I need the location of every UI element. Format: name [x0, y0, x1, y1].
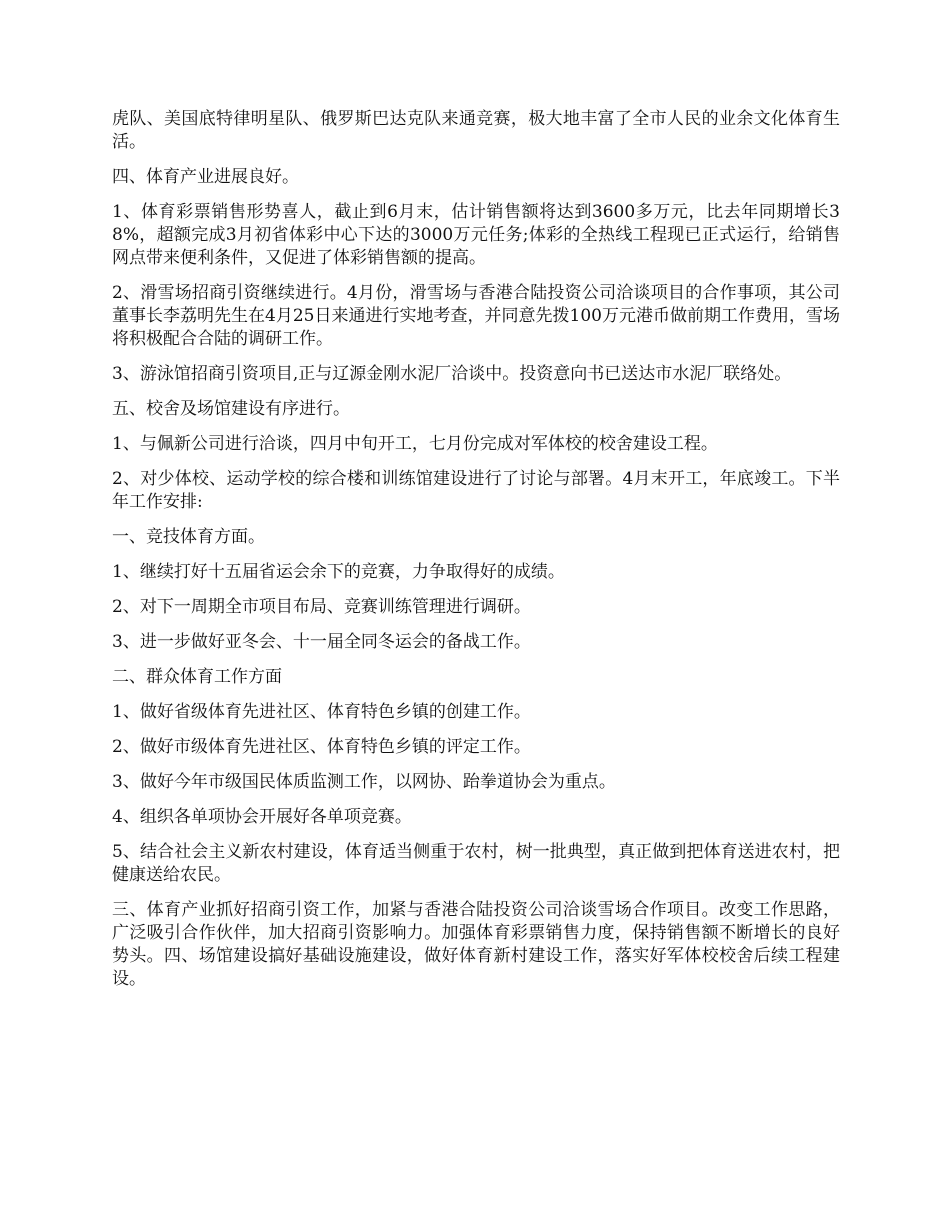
paragraph: 4、组织各单项协会开展好各单项竞赛。 — [112, 807, 412, 827]
paragraph: 2、滑雪场招商引资继续进行。4月份，滑雪场与香港合陆投资公司洽谈项目的合作事项，其公司董事长李荔明先生在4月25日来通进行实地考查，并同意先拨100万元港币做前期工作费用，雪场将积极配合合陆的调研工作。 — [112, 283, 840, 349]
paragraph: 3、做好今年市级国民体质监测工作，以网协、跆拳道协会为重点。 — [112, 772, 616, 792]
paragraph: 1、体育彩票销售形势喜人，截止到6月末，估计销售额将达到3600多万元，比去年同期增长38%，超额完成3月初省体彩中心下达的3000万元任务;体彩的全热线工程现已正式运行，给销售网点带来便利条件，又促进了体彩销售额的提高。 — [112, 202, 840, 268]
section-heading: 一、竞技体育方面。 — [112, 527, 265, 547]
paragraph: 5、结合社会主义新农村建设，体育适当侧重于农村，树一批典型，真正做到把体育送进农村，把健康送给农民。 — [112, 842, 840, 885]
paragraph: 2、做好市级体育先进社区、体育特色乡镇的评定工作。 — [112, 737, 531, 757]
section-heading: 五、校舍及场馆建设有序进行。 — [112, 399, 350, 419]
paragraph: 2、对少体校、运动学校的综合楼和训练馆建设进行了讨论与部署。4月末开工，年底竣工。下半年工作安排: — [112, 469, 840, 512]
document-body — [112, 108, 840, 1003]
paragraph: 3、进一步做好亚冬会、十一届全同冬运会的备战工作。 — [112, 632, 531, 652]
paragraph: 三、体育产业抓好招商引资工作，加紧与香港合陆投资公司洽谈雪场合作项目。改变工作思路，广泛吸引合作伙伴，加大招商引资影响力。加强体育彩票销售力度，保持销售额不断增长的良好势头。四、场馆建设搞好基础设施建设，做好体育新村建设工作，落实好军体校校舍后续工程建设。 — [112, 900, 840, 989]
section-heading: 二、群众体育工作方面 — [112, 667, 282, 687]
section-heading: 四、体育产业进展良好。 — [112, 167, 299, 187]
paragraph: 3、游泳馆招商引资项目,正与辽源金刚水泥厂洽谈中。投资意向书已送达市水泥厂联络处。 — [112, 364, 792, 384]
paragraph: 1、与佩新公司进行洽谈，四月中旬开工，七月份完成对军体校的校舍建设工程。 — [112, 434, 718, 454]
paragraph: 虎队、美国底特律明星队、俄罗斯巴达克队来通竞赛，极大地丰富了全市人民的业余文化体育生活。 — [112, 109, 840, 152]
paragraph: 1、做好省级体育先进社区、体育特色乡镇的创建工作。 — [112, 702, 531, 722]
paragraph: 1、继续打好十五届省运会余下的竞赛，力争取得好的成绩。 — [112, 562, 565, 582]
paragraph: 2、对下一周期全市项目布局、竞赛训练管理进行调研。 — [112, 597, 531, 617]
